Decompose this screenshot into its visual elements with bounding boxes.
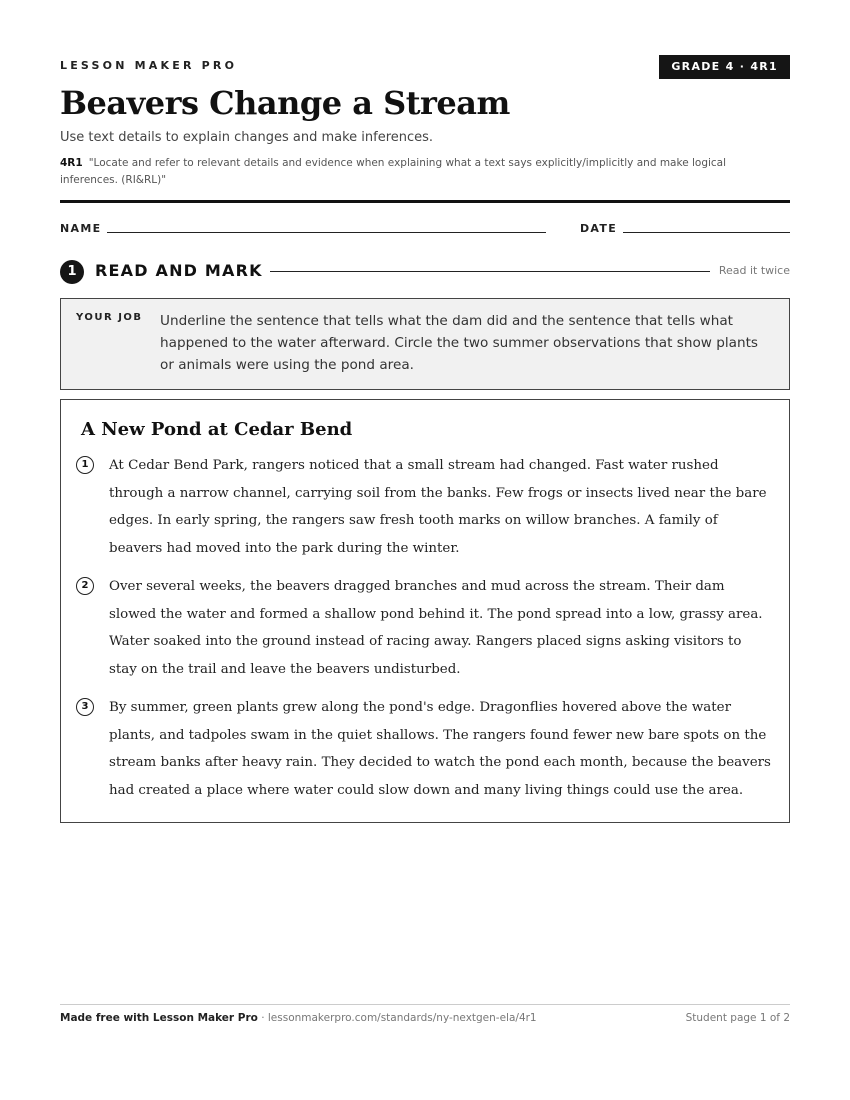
section-title: READ AND MARK — [95, 261, 263, 280]
paragraph-number: 3 — [76, 698, 94, 716]
standard-text: "Locate and refer to relevant details and evidence when explaining what a text says explicitly/implicitly and make logical inferences. (RI&RL)" — [60, 157, 727, 186]
section-divider — [270, 271, 710, 272]
date-field[interactable] — [623, 232, 790, 233]
page-title: Beavers Change a Stream — [60, 84, 510, 122]
footer-url[interactable]: · lessonmakerpro.com/standards/ny-nextgen-ela/4r1 — [257, 1012, 537, 1024]
section-note: Read it twice — [718, 264, 790, 277]
passage-title: A New Pond at Cedar Bend — [81, 419, 353, 440]
footer-divider — [60, 1004, 790, 1005]
footer-made-with: Made free with Lesson Maker Pro — [60, 1012, 258, 1024]
grade-badge: GRADE 4 · 4R1 — [659, 55, 790, 79]
reading-passage — [60, 399, 790, 823]
job-text: Underline the sentence that tells what the dam did and the sentence that tells what happened to the water afterward. Circle the two summer observations that show plants or animals were using the pond area. — [160, 313, 758, 373]
page-subtitle: Use text details to explain changes and make inferences. — [60, 130, 434, 145]
brand-name: LESSON MAKER PRO — [60, 59, 238, 72]
paragraph-number: 2 — [76, 577, 94, 595]
paragraph-text[interactable]: At Cedar Bend Park, rangers noticed that a small stream had changed. Fast water rushed through a narrow channel, carrying soil from the banks. Few frogs or insects lived near the bare edges. In early spring, the rangers saw fresh tooth marks on willow branches. A family of beavers had moved into the park during the winter. — [109, 458, 767, 556]
section-number-badge: 1 — [60, 260, 84, 284]
footer-credit — [60, 1012, 537, 1024]
worksheet-page — [60, 0, 790, 1100]
standard-statement — [60, 155, 750, 189]
footer-page-number: Student page 1 of 2 — [685, 1012, 790, 1024]
job-label: YOUR JOB — [76, 312, 143, 323]
job-instructions-box — [60, 298, 790, 390]
standard-code: 4R1 — [60, 157, 83, 169]
paragraph-text[interactable]: Over several weeks, the beavers dragged branches and mud across the stream. Their dam slowed the water and formed a shallow pond behind it. The pond spread into a low, grassy area. Water soaked into the ground instead of racing away. Rangers placed signs asking visitors to stay on the trail and leave the beavers undisturbed. — [109, 579, 763, 677]
date-label: DATE — [580, 222, 618, 235]
header-divider — [60, 200, 790, 203]
paragraph-number: 1 — [76, 456, 94, 474]
name-label: NAME — [60, 222, 102, 235]
paragraph-text[interactable]: By summer, green plants grew along the pond's edge. Dragonflies hovered above the water plants, and tadpoles swam in the quiet shallows. The rangers found fewer new bare spots on the stream banks after heavy rain. They decided to watch the pond each month, because the beavers had created a place where water could slow down and many living things could use the area. — [109, 700, 771, 798]
name-field[interactable] — [107, 232, 546, 233]
